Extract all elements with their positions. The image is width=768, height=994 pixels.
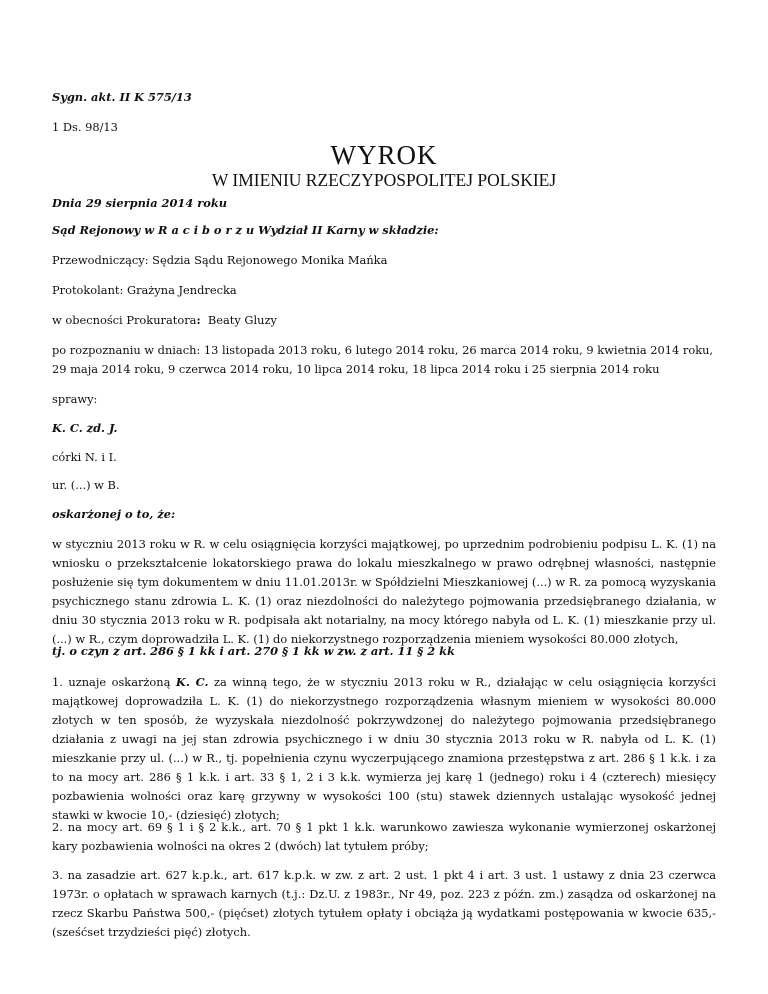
court-clerk: Protokolant: Grażyna Jendrecka <box>52 283 237 297</box>
judgment-date: Dnia 29 sierpnia 2014 roku <box>52 196 227 210</box>
prosecutor-line <box>52 311 716 330</box>
presiding-judge: Przewodniczący: Sędzia Sądu Rejonowego Monika Mańka <box>52 253 388 267</box>
prosecutor-colon: : <box>196 313 201 327</box>
hearing-dates: po rozpoznaniu w dniach: 13 listopada 2013 roku, 6 lutego 2014 roku, 26 marca 2014 roku, 9 kwietnia 2014 roku, 29 maja 2014 roku, 9 czerwca 2014 roku, 10 lipca 2014 roku, 18 lipca 2014 roku i 25 sierpnia 2014 roku <box>52 343 714 376</box>
case-label: sprawy: <box>52 392 98 406</box>
defendant-parents: córki N. i I. <box>52 450 117 464</box>
verdict-point-1-text: za winną tego, że w styczniu 2013 roku w R., działając w celu osiągnięcia korzyści majątkowej doprowadziła L. K. (1) do niekorzystnego rozporządzenia własnym mieniem w wysokości 80.000 złotych w ten sposób, że wyzyskała niezdolność pokrzywdzonej do należytego pojmowania przedsiębranego działania z uwagi na jej stan zdrowia psychicznego i w dniu 30 stycznia 2013 roku w R. nabyła od L. K. (1) mieszkanie przy ul. (...) w R., tj. popełnienia czynu wyczerpującego znamiona przestępstwa z art. 286 § 1 k.k. i za to na mocy art. 286 § 1 k.k. i art. 33 § 1, 2 i 3 k.k. wymierza jej karę 1 (jednego) roku i 4 (czterech) miesięcy pozbawienia wolności oraz karę grzywny w wysokości 100 (stu) stawek dziennych ustalając wysokość jednej stawki w kwocie 10,- (dziesięć) złotych; <box>52 675 716 822</box>
verdict-point-1 <box>52 673 716 825</box>
ds-number: 1 Ds. 98/13 <box>52 120 118 134</box>
accused-label: oskarżonej o to, że: <box>52 507 176 521</box>
case-signature: Sygn. akt. II K 575/13 <box>52 90 192 104</box>
legal-basis: tj. o czyn z art. 286 § 1 kk i art. 270 § 1 kk w zw. z art. 11 § 2 kk <box>52 644 455 658</box>
verdict-point-2: 2. na mocy art. 69 § 1 i § 2 k.k., art. 70 § 1 pkt 1 k.k. warunkowo zawiesza wykonanie wymierzonej oskarżonej kary pozbawienia wolności na okres 2 (dwóch) lat tytułem próby; <box>52 820 716 853</box>
document-subtitle: W IMIENIU RZECZYPOSPOLITEJ POLSKIEJ <box>211 170 557 190</box>
defendant-name: K. C. zd. J. <box>52 421 118 435</box>
verdict-point-1-prefix: 1. uznaje oskarżoną <box>52 675 176 689</box>
court-composition: Sąd Rejonowy w R a c i b o r z u Wydział II Karny w składzie: <box>52 223 439 237</box>
document-title: WYROK <box>330 140 438 170</box>
charge-description: w styczniu 2013 roku w R. w celu osiągnięcia korzyści majątkowej, po uprzednim podrobieniu podpisu L. K. (1) na wniosku o przekształcenie lokatorskiego prawa do lokalu mieszkalnego w prawo odrębnej własności, następnie posłużenie się tym dokumentem w dniu 11.01.2013r. w Spółdzielni Mieszkaniowej (...) w R. za pomocą wyzyskania psychicznego stanu zdrowia L. K. (1) oraz niezdolności do należytego pojmowania przedsiębranego działania, w dniu 30 stycznia 2013 roku w R. podpisała akt notarialny, na mocy którego nabyła od L. K. (1) mieszkanie przy ul. (...) w R., czym doprowadziła L. K. (1) do niekorzystnego rozporządzenia mieniem wysokości 80.000 złotych, <box>52 537 716 646</box>
defendant-birth: ur. (...) w B. <box>52 478 120 492</box>
prosecutor-name: Beaty Gluzy <box>200 313 277 327</box>
prosecutor-prefix: w obecności Prokuratora <box>52 313 197 327</box>
verdict-point-3: 3. na zasadzie art. 627 k.p.k., art. 617 k.p.k. w zw. z art. 2 ust. 1 pkt 4 i art. 3 ust. 1 ustawy z dnia 23 czerwca 1973r. o opłatach w sprawach karnych (t.j.: Dz.U. z 1983r., Nr 49, poz. 223 z późn. zm.) zasądza od oskarżonej na rzecz Skarbu Państwa 500,- (pięćset) złotych tytułem opłaty i obciąża ją wydatkami postępowania w kwocie 635,- (sześćset trzydzieści pięć) złotych. <box>52 868 716 939</box>
verdict-point-1-name: K. C. <box>175 675 209 689</box>
